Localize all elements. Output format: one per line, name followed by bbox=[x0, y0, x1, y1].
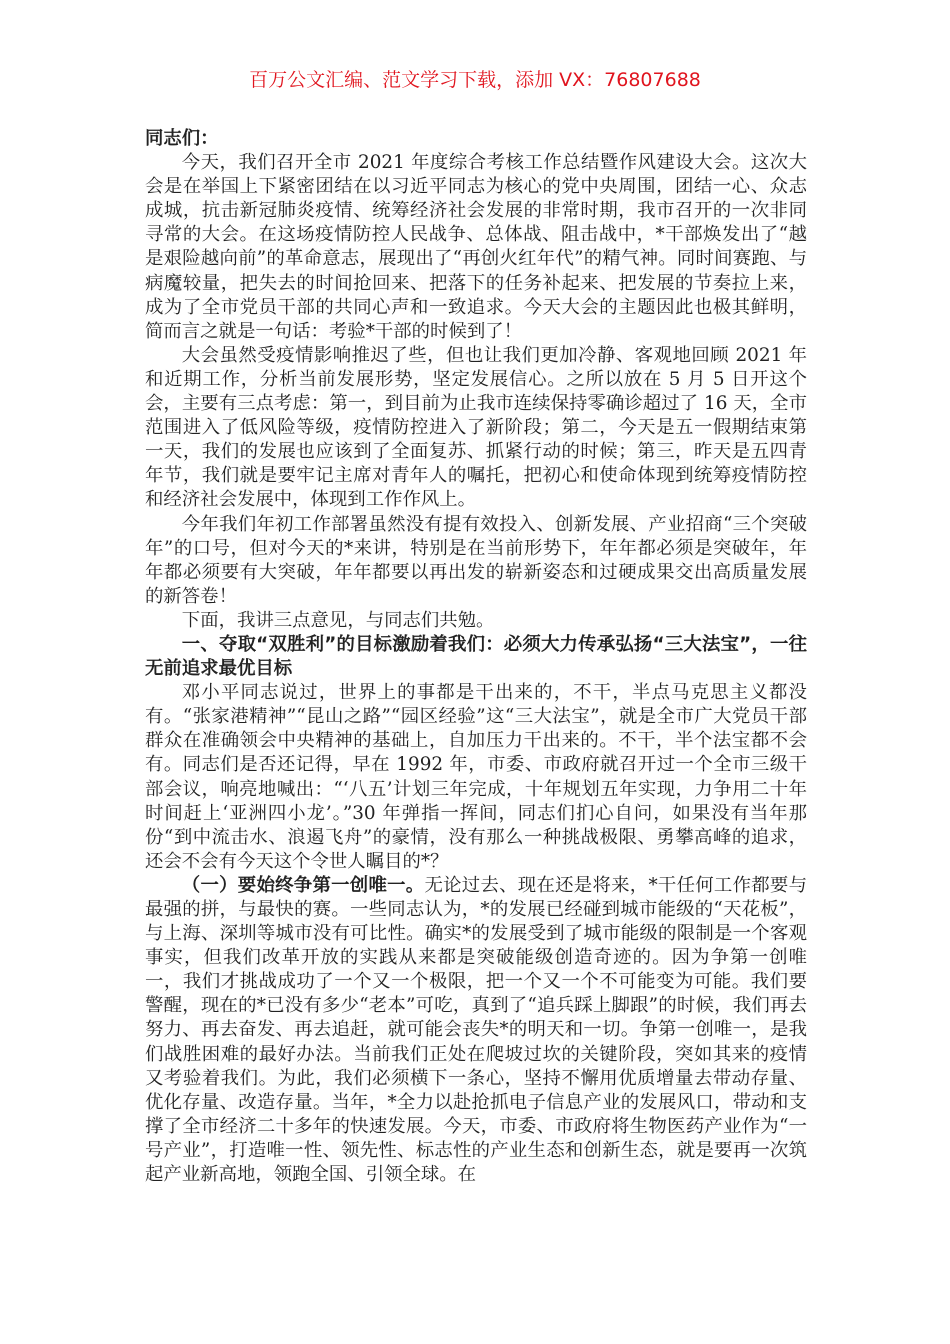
salutation: 同志们： bbox=[145, 128, 219, 149]
paragraph-outline: 下面，我讲三点意见，与同志们共勉。 bbox=[181, 609, 495, 631]
subsection-text: 无论过去、现在还是将来，*干任何工作都要与最强的拼，与最快的赛。一些同志认为，*的发展已经碰到城市能级的“天花板”，与上海、深圳等城市没有可比性。确实*的发展受到了城市能级的限制是一个客观事实，但我们改革开放的实践从来都是突破能级创造奇迹的。因为争第一创唯一，我们才挑战成功了一个又一个极限，把一个又一个不可能变为可能。我们要警醒，现在的*已没有多少“老本”可吃，真到了“追兵踩上脚跟”的时候，我们再去努力、再去奋发、再去追赶，就可能会丧失*的明天和一切。争第一创唯一，是我们战胜困难的最好办法。当前我们正处在爬坡过坎的关键阶段，突如其来的疫情又考验着我们。为此，我们必须横下一条心，坚持不懈用优质增量去带动存量、优化存量、改造存量。当年，*全力以赴抢抓电子信息产业的发展风口，带动和支撑了全市经济二十多年的快速发展。今天，市委、市政府将生物医药产业作为“一号产业”，打造唯一性、领先性、标志性的产业生态和创新生态，就是要再一次筑起产业新高地，领跑全国、引领全球。在 bbox=[145, 874, 807, 1186]
subsection-heading: （一）要始终争第一创唯一。 bbox=[181, 874, 425, 896]
document-body bbox=[145, 127, 807, 1187]
section-paragraph: 邓小平同志说过，世界上的事都是干出来的，不干，半点马克思主义都没有。“张家港精神”“昆山之路”“园区经验”这“三大法宝”，就是全市广大党员干部群众在准确领会中央精神的基础上，自加压力干出来的。不干，半个法宝都不会有。同志们是否还记得，早在 1992 年，市委、市政府就召开过一个全市三级干部会议，响亮地喊出：“‘八五’计划三年完成，十年规划五年实现，力争用二十年时间赶上‘亚洲四小龙’。”30 年弹指一挥间，同志们扪心自问，如果没有当年那份“到中流击水、浪遏飞舟”的豪情，没有那么一种挑战极限、勇攀高峰的追求，还会不会有今天这个令世人瞩目的*？ bbox=[145, 682, 807, 872]
section-heading: 一、夺取“双胜利”的目标激励着我们：必须大力传承弘扬“三大法宝”，一往无前追求最优目标 bbox=[145, 633, 807, 680]
paragraph-intro: 今天，我们召开全市 2021 年度综合考核工作总结暨作风建设大会。这次大会是在举国上下紧密团结在以习近平同志为核心的党中央周围，团结一心、众志成城，抗击新冠肺炎疫情、统筹经济社会发展的非常时期，我市召开的一次非同寻常的大会。在这场疫情防控人民战争、总体战、阻击战中，*干部焕发出了“越是艰险越向前”的革命意志，展现出了“再创火红年代”的精气神。同时间赛跑、与病魔较量，把失去的时间抢回来、把落下的任务补起来、把发展的节奏拉上来，成为了全市党员干部的共同心声和一致追求。今天大会的主题因此也极其鲜明，简而言之就是一句话：考验*干部的时候到了！ bbox=[145, 152, 807, 342]
subsection-paragraph bbox=[145, 874, 807, 1187]
promo-banner: 百万公文汇编、范文学习下载，添加 VX：76807688 bbox=[249, 69, 701, 91]
paragraph-breakthrough: 今年我们年初工作部署虽然没有提有效投入、创新发展、产业招商“三个突破年”的口号，但对今天的*来讲，特别是在当前形势下，年年都必须是突破年，年年都必须要有大突破，年年都要以再出发的崭新姿态和过硬成果交出高质量发展的新答卷！ bbox=[145, 513, 807, 607]
paragraph-timing: 大会虽然受疫情影响推迟了些，但也让我们更加冷静、客观地回顾 2021 年和近期工作，分析当前发展形势，坚定发展信心。之所以放在 5 月 5 日开这个会，主要有三点考虑：第一，到目前为止我市连续保持零确诊超过了 16 天，全市范围进入了低风险等级，疫情防控进入了新阶段；第二，今天是五一假期结束第一天，我们的发展也应该到了全面复苏、抓紧行动的时候；第三，昨天是五四青年节，我们就是要牢记主席对青年人的嘱托，把初心和使命体现到统筹疫情防控和经济社会发展中，体现到工作作风上。 bbox=[145, 344, 807, 511]
